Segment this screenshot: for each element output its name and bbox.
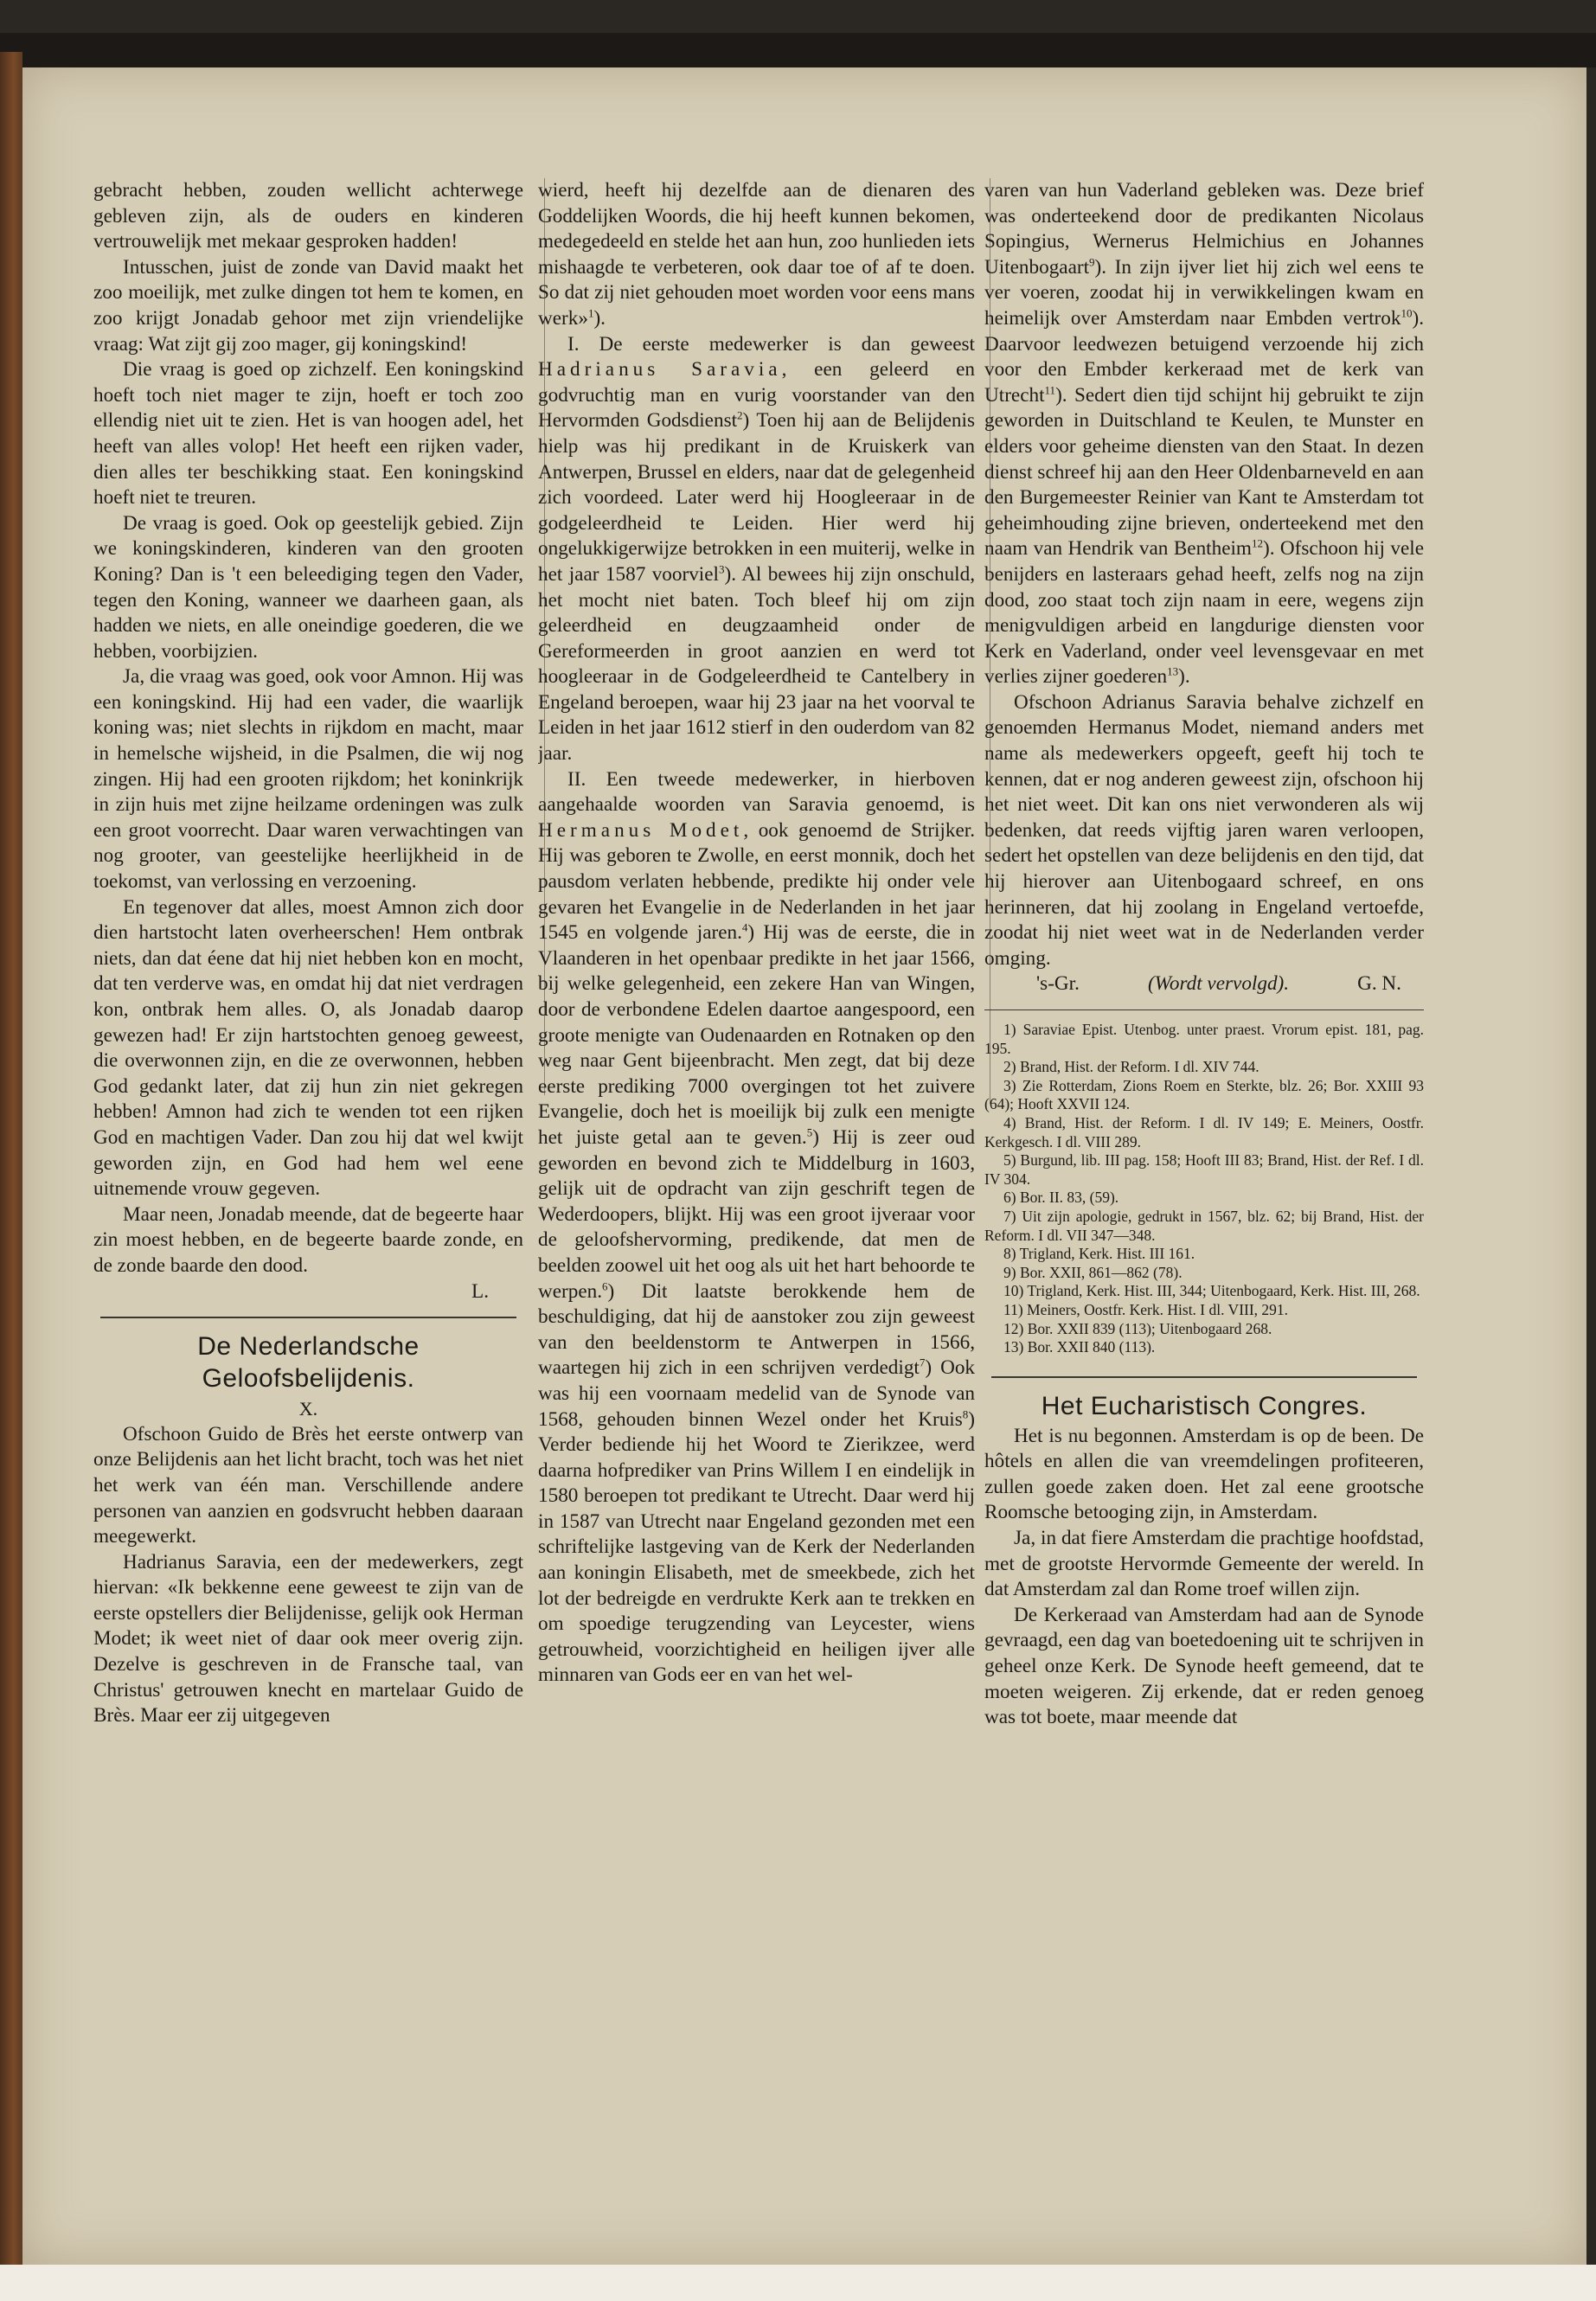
- section-number: X.: [298, 1398, 318, 1420]
- paragraph: II. Een tweede medewerker, in hierboven aangehaalde woorden van Saravia genoemd, is Hermanus Modet, ook genoemd de Strijker. Hij was geboren te Zwolle, en eerst monnik, doch het pausdom verlaten hebbende, predikte hij onder vele gevaren het Evangelie in de Nederlanden in het jaar 1545 en volgende jaren.$^4$) Hij was de eerste, die in Vlaanderen in het openbaar predikte in het jaar 1566, bij welke gelegenheid, een zekere Han van Wingen, door de verbondene Edelen daartoe aangespoord, een groote menigte van Oudenaarden en Rotnaken op den weg naar Gent bijeenbracht. Men zegt, dat bij deze eerste prediking 7000 overgingen tot het zuivere Evangelie, doch het is moeilijk bij zulk een menigte het juiste getal aan te geven.$^5$) Hij is zeer oud geworden en bevond zich te Middelburg in 1603, gelijk uit de opdracht van zijn geschrift tegen de Wederdoopers, blijkt. Hij was een groot ijveraar voor de geloofshervorming, predikende, dat men de beelden zoowel uit het oog als uit het hart behoorde te werpen.$^6$) Dit laatste berokkende hem de beschuldiging, dat hij de aanstoker zou zijn geweest van den beeldenstorm te Antwerpen in 1566, waartegen hij zich in een schrijven verdedigt$^7$) Ook was hij een voornaam medelid van de Synode van 1568, gehouden binnen Wezel onder het Kruis$^8$) Verder bediende hij het Woord te Zierikzee, werd daarna hofprediker van Prins Willem I en eindelijk in 1580 beroepen tot predikant te Utrecht. Daar werd hij in 1587 van Utrecht naar Engeland gezonden met een schriftelijke lastgeving van de Kerk der Nederlanden aan koningin Elisabeth, met de smeekbede, zich het lot der bedreigde en verdrukte Kerk aan te trekken en om spoedige terugzending van Leycester, wiens getrouwheid, voorzichtigheid en heiligen ijver alle minnaren van Gods eer en van het wel-: [538, 767, 975, 1687]
- footnote: 5) Burgund, lib. III pag. 158; Hooft III 83; Brand, Hist. der Ref. I dl. IV 304.: [984, 1151, 1424, 1188]
- paragraph: wierd, heeft hij dezelfde aan de dienaren des Goddelijken Woords, die hij heeft kunnen bekomen, medegedeeld en stelde het aan hun, zoo hunlieden iets mishaagde te verbeteren, ook daar toe of af te doen. So dat zij niet gehouden moet worden voor eens mans werk»$^1$).: [538, 179, 975, 330]
- paragraph: Hadrianus Saravia, een der medewerkers, zegt hiervan: «Ik bekkenne eene geweest te zijn van de eerste opstellers dier Belijdenisse, gelijk ook Herman Modet; ik weet niet of daar ook meer overig zijn. Dezelve is geschreven in de Fransche taal, van Christus' getrouwen knecht en martelaar Guido de Brès. Maar eer zij uitgegeven: [93, 1550, 523, 1727]
- footnote-ref: 7: [919, 1356, 926, 1369]
- paragraph: Die vraag is goed op zichzelf. Een koningskind hoeft toch niet mager te zijn, hoeft er toch zoo ellendig niet uit te zien. Het is van hoogen adel, het heeft van alles volop! Het heeft een rijken vader, dien alles ter beschikking staat. Een koningskind hoeft niet te treuren.: [93, 358, 523, 510]
- footnote-ref: 10: [1401, 306, 1413, 320]
- section-title: Het Eucharistisch Congres.: [1041, 1391, 1368, 1420]
- footnote: 4) Brand, Hist. der Reform. I dl. IV 149; E. Meiners, Oostfr. Kerkgesch. I dl. VIII 289.: [984, 1113, 1424, 1150]
- paragraph: En tegenover dat alles, moest Amnon zich door dien hartstocht laten overheerschen! Hem ontbrak niets, dan dat éene dat hij niet hebben kon en mocht, dat ten verderve was, en omdat hij dat niet verdragen kon, ontbrak hem alles. O, als Jonadab daarop gewezen had! Er zijn hartstochten genoeg geweest, die overwonnen zijn, en die ze overwonnen, hebben God gedankt later, dat zij hun zin niet gekregen hebben! Amnon had zich te wenden tot een rijken God en machtigen Vader. Dan zou hij dat wel kwijt geworden zijn, en God had hem wel eene uitnemende vrouw gegeven.: [93, 895, 523, 1201]
- signature-initials: G. N.: [1357, 972, 1401, 996]
- footnote: 6) Bor. II. 83, (59).: [1003, 1189, 1119, 1207]
- paragraph: De Kerkeraad van Amsterdam had aan de Synode gevraagd, een dag van boetedoening uit te schrijven in geheel onze Kerk. De Synode heeft gemeend, dat te moeten weigeren. Zij erkende, dat er reden genoeg was tot boete, maar meende dat: [984, 1603, 1424, 1729]
- footnote: 1) Saraviae Epist. Utenbog. unter praest. Vrorum epist. 181, pag. 195.: [984, 1021, 1424, 1057]
- footnotes: [984, 1009, 1424, 1357]
- column-1: [93, 178, 523, 1729]
- paragraph: Ofschoon Guido de Brès het eerste ontwerp van onze Belijdenis aan het licht bracht, toch was het niet het werk van één man. Verschillende andere personen van aanzien en godsvrucht hebben daaraan meegewerkt.: [93, 1422, 523, 1548]
- paragraph: Ofschoon Adrianus Saravia behalve zichzelf en genoemden Hermanus Modet, niemand anders met name als medewerkers opgeeft, geeft hij toch te kennen, dat er nog anderen geweest zijn, ofschoon hij het niet weet. Dit kan ons niet verwonderen als wij bedenken, dat reeds vijftig jaren waren verloopen, sedert het opstellen van deze belijdenis en den tijd, dat hij hierover aan Uitenbogaard schreef, en ons herinneren, dat hij zoolang in Engeland vertoefde, zoodat hij niet weet wat in de Nederlanden verder omging.: [984, 690, 1424, 970]
- paragraph: Ja, in dat fiere Amsterdam die prachtige hoofdstad, met de grootste Hervormde Gemeente der wereld. In dat Amsterdam zal dan Rome troef willen zijn.: [984, 1527, 1424, 1601]
- footnote-ref: 3: [718, 562, 725, 576]
- footnote-ref: 13: [1167, 664, 1179, 678]
- footnote-ref: 9: [1089, 255, 1095, 269]
- newspaper-page: [22, 67, 1586, 2265]
- footnote: 2) Brand, Hist. der Reform. I dl. XIV 744.: [1003, 1058, 1259, 1076]
- footnote: 10) Trigland, Kerk. Hist. III, 344; Uitenbogaard, Kerk. Hist. III, 268.: [1003, 1282, 1420, 1300]
- footnote-ref: 2: [737, 408, 743, 422]
- footnote-ref: 4: [741, 920, 748, 934]
- book-spine: [0, 52, 22, 2266]
- footnote: 7) Uit zijn apologie, gedrukt in 1567, blz. 62; bij Brand, Hist. der Reform. I dl. VII 347—348.: [984, 1207, 1424, 1244]
- scan-bottom-edge: [0, 2265, 1596, 2301]
- paragraph: gebracht hebben, zouden wellicht achterwege gebleven zijn, als de ouders en kinderen vertrouwelijk met mekaar gesproken hadden!: [93, 179, 523, 253]
- footnote: 9) Bor. XXII, 861—862 (78).: [1003, 1263, 1183, 1281]
- footnote-ref: 1: [587, 306, 594, 320]
- footnote: 8) Trigland, Kerk. Hist. III 161.: [1003, 1245, 1195, 1263]
- footnote-ref: 11: [1044, 383, 1056, 397]
- paragraph: I. De eerste medewerker is dan geweest Hadrianus Saravia, een geleerd en godvruchtig man en vurig voorstander van den Hervormden Godsdienst$^2$) Toen hij aan de Belijdenis hielp was hij predikant in de Kruiskerk van Antwerpen, Brussel en elders, naar dat de gelegenheid zich voordeed. Later werd hij Hoogleeraar in de godgeleerdheid te Leiden. Hier werd hij ongelukkigerwijze betrokken in een muiterij, welke in het jaar 1587 voorviel$^3$). Al bewees hij zijn onschuld, het mocht niet baten. Toch bleef hij om zijn geleerdheid en deugzaamheid onder de Gereformeerden in groot aanzien en werd tot hoogleeraar in de Godgeleerdheid te Cantelbery in Engeland beroepen, waar hij 23 jaar na het voorval te Leiden in het jaar 1612 stierf in den ouderdom van 82 jaar.: [538, 332, 975, 766]
- footnote-ref: 6: [602, 1279, 608, 1292]
- signature-place: 's-Gr.: [1036, 972, 1080, 996]
- paragraph: Maar neen, Jonadab meende, dat de begeerte haar zin moest hebben, en de begeerte baarde zonde, en de zonde baarde den dood.: [93, 1202, 523, 1277]
- footnote: 13) Bor. XXII 840 (113).: [1003, 1338, 1156, 1356]
- article-signature: L.: [471, 1279, 489, 1303]
- footnote-ref: 5: [806, 1125, 813, 1139]
- column-3: [984, 178, 1424, 1731]
- footnote-ref: 12: [1251, 536, 1263, 550]
- footnote: 12) Bor. XXII 839 (113); Uitenbogaard 268.: [1003, 1319, 1272, 1337]
- continued-note: (Wordt vervolgd).: [1147, 972, 1290, 996]
- column-2: [538, 178, 975, 1689]
- scan-top-edge: [0, 33, 1596, 67]
- person-name: Hadrianus Saravia: [538, 358, 782, 381]
- paragraph: Intusschen, juist de zonde van David maakt het zoo moeilijk, met zulke dingen tot hem te komen, en zoo krijgt Jonadab gehoor met zijn vriendelijke vraag: Wat zijt gij zoo mager, gij koningskind!: [93, 255, 523, 356]
- paragraph: Het is nu begonnen. Amsterdam is op de been. De hôtels en allen die van vreemdelingen profiteeren, zullen goede zaken doen. Het zal eene grootsche Roomsche betooging zijn, in Amsterdam.: [984, 1424, 1424, 1524]
- footnote: 11) Meiners, Oostfr. Kerk. Hist. I dl. VIII, 291.: [1003, 1300, 1289, 1318]
- paragraph: De vraag is goed. Ook op geestelijk gebied. Zijn we koningskinderen, kinderen van den grooten Koning? Dan is 't een beleediging tegen den Vader, tegen den Koning, wanneer we daarheen gaan, als hadden we niets, en alle oneindige goederen, die we hebben, voorbijzien.: [93, 511, 523, 663]
- article-signature-line: [984, 971, 1424, 997]
- section-title: De Nederlandsche Geloofsbelijdenis.: [197, 1332, 420, 1394]
- article-divider: [991, 1376, 1417, 1378]
- footnote: 3) Zie Rotterdam, Zions Roem en Sterkte, blz. 26; Bor. XXIII 93 (64); Hooft XXVII 124.: [984, 1076, 1424, 1113]
- paragraph: Ja, die vraag was goed, ook voor Amnon. Hij was een koningskind. Hij had een vader, die waarlijk koning was; niet slechts in rijkdom en macht, maar in hemelsche wijsheid, in die Psalmen, die wij nog zingen. Hij had een grooten rijkdom; het koninkrijk in zijn huis met zijne heilzame ordeningen was zulk een groot voorrecht. Daar waren verwachtingen van nog grooter, van geestelijke heerlijkheid in de toekomst, van verlossing en verzoening.: [93, 665, 523, 894]
- paragraph: varen van hun Vaderland gebleken was. Deze brief was onderteekend door de predikanten Nicolaus Sopingius, Wernerus Helmichius en Johannes Uitenbogaart$^9$). In zijn ijver liet hij zich wel eens te ver voeren, zoodat hij in verwikkelingen kwam en heimelijk over Amsterdam naar Embden vertrok$^{10}$). Daarvoor leedwezen betuigend verzoende hij zich voor den Embder kerkeraad met de kerk van Utrecht$^{11}$). Sedert dien tijd schijnt hij gebruikt te zijn geworden in Duitschland te Keulen, te Munster en elders voor geheime diensten van den Staat. In dezen dienst schreef hij aan den Heer Oldenbarneveld en aan den Burgemeester Reinier van Kant te Amsterdam tot geheimhouding zijne brieven, onderteekend met den naam van Hendrik van Bentheim$^{12}$). Ofschoon hij vele benijders en lasteraars gehad heeft, zelfs nog na zijn dood, zoo staat toch zijn naam in eere, wegens zijn menigvuldigen arbeid en langdurige diensten voor Kerk en Vaderland, onder veel levensgevaar en met verlies zijner goederen$^{13}$).: [984, 179, 1424, 689]
- footnote-ref: 8: [962, 1407, 969, 1420]
- article-divider: [100, 1317, 516, 1318]
- person-name: Hermanus Modet: [538, 818, 744, 842]
